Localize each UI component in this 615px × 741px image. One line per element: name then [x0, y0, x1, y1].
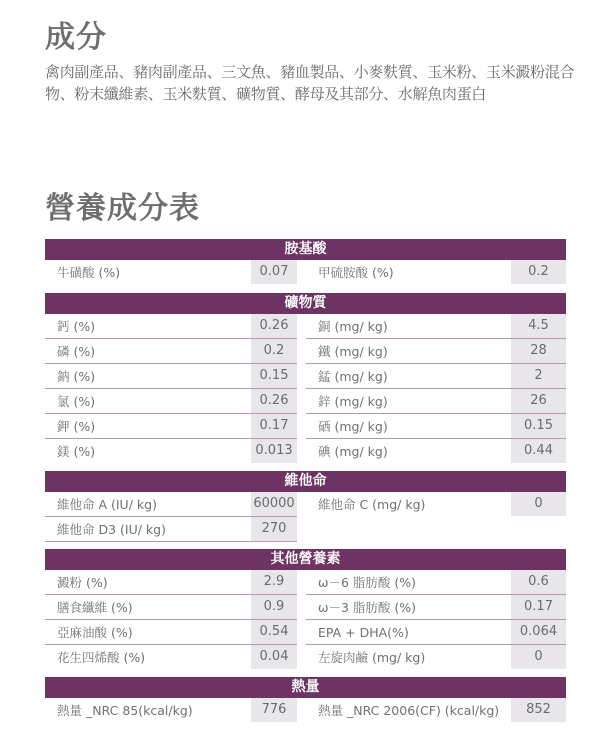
table-row [45, 414, 566, 439]
nutrient-label: 熱量 _NRC 2006(CF) (kcal/kg) [318, 703, 500, 718]
nutrient-label: 牛磺酸 (%) [57, 265, 121, 280]
nutrient-label: 熱量 _NRC 85(kcal/kg) [57, 703, 193, 718]
amino-acids-table [45, 239, 566, 285]
nutrient-value: 270 [251, 517, 297, 541]
nutrient-value: 0.26 [251, 389, 297, 413]
nutrient-label: 甲硫胺酸 (%) [318, 265, 394, 280]
nutrition-title: 營養成分表 [45, 191, 200, 226]
ingredients-title: 成分 [45, 20, 107, 55]
nutrient-value: 0.17 [511, 595, 566, 619]
other-nutrients-table [45, 549, 566, 670]
nutrient-label: 澱粉 (%) [57, 575, 108, 590]
nutrient-value: 2 [511, 364, 566, 388]
nutrient-value: 0.15 [251, 364, 297, 388]
nutrient-label: ω－3 脂肪酸 (%) [318, 600, 416, 615]
table-row [45, 517, 566, 542]
nutrient-label: 鉀 (%) [57, 419, 96, 434]
nutrient-label: 錳 (mg/ kg) [318, 369, 388, 384]
nutrient-value: 0.15 [511, 414, 566, 438]
energy-table [45, 677, 566, 723]
nutrient-value: 2.9 [251, 570, 297, 594]
nutrient-label: 鈣 (%) [57, 319, 96, 334]
table-row [45, 439, 566, 464]
section-header-minerals: 礦物質 [45, 293, 566, 314]
nutrient-value: 4.5 [511, 314, 566, 338]
nutrient-value: 60000 [251, 492, 297, 516]
nutrient-value: 0 [511, 645, 566, 669]
vitamins-table [45, 471, 566, 542]
ingredients-text: 禽肉副產品、豬肉副產品、三文魚、豬血製品、小麥麩質、玉米粉、玉米澱粉混合物、粉末纖維素、玉米麩質、礦物質、酵母及其部分、水解魚肉蛋白 [45, 63, 575, 103]
nutrient-value: 852 [511, 698, 566, 722]
nutrient-label: 花生四烯酸 (%) [57, 650, 146, 665]
table-row [45, 389, 566, 414]
section-header-vitamins: 維他命 [45, 471, 566, 492]
table-row [45, 314, 566, 339]
nutrient-value: 0.9 [251, 595, 297, 619]
minerals-table [45, 293, 566, 464]
table-row [45, 645, 566, 670]
nutrient-label: 銅 (mg/ kg) [318, 319, 388, 334]
table-row [45, 620, 566, 645]
nutrient-value: 0 [511, 492, 566, 516]
nutrient-value: 0.54 [251, 620, 297, 644]
nutrient-label: 維他命 A (IU/ kg) [57, 497, 157, 512]
nutrient-label: 維他命 C (mg/ kg) [318, 497, 426, 512]
table-row [45, 260, 566, 285]
nutrient-value: 776 [251, 698, 297, 722]
nutrient-label: 膳食纖維 (%) [57, 600, 133, 615]
nutrient-label: 磷 (%) [57, 344, 96, 359]
section-header-other-nutrients: 其他營養素 [45, 549, 566, 570]
nutrient-value: 0.013 [251, 439, 297, 463]
table-row [45, 364, 566, 389]
section-header-amino-acids: 胺基酸 [45, 239, 566, 260]
nutrient-label: 鎂 (%) [57, 444, 96, 459]
nutrient-value: 0.07 [251, 260, 297, 284]
nutrient-label: EPA + DHA(%) [318, 625, 409, 640]
row-divider [45, 541, 297, 542]
nutrient-label: 鐵 (mg/ kg) [318, 344, 388, 359]
nutrient-label: 氯 (%) [57, 394, 96, 409]
nutrient-value: 0.6 [511, 570, 566, 594]
nutrient-value: 26 [511, 389, 566, 413]
table-row [45, 339, 566, 364]
nutrient-value: 0.26 [251, 314, 297, 338]
table-row [45, 595, 566, 620]
nutrient-value: 28 [511, 339, 566, 363]
nutrient-value: 0.064 [511, 620, 566, 644]
nutrient-label: 鈉 (%) [57, 369, 96, 384]
nutrient-label: 碘 (mg/ kg) [318, 444, 388, 459]
nutrient-label: 亞麻油酸 (%) [57, 625, 133, 640]
table-row [45, 570, 566, 595]
section-header-energy: 熱量 [45, 677, 566, 698]
table-row [45, 698, 566, 723]
nutrient-label: 鋅 (mg/ kg) [318, 394, 388, 409]
nutrient-label: 左旋肉鹼 (mg/ kg) [318, 650, 426, 665]
nutrient-label: 維他命 D3 (IU/ kg) [57, 522, 166, 537]
nutrient-value: 0.04 [251, 645, 297, 669]
nutrient-value: 0.44 [511, 439, 566, 463]
nutrient-value: 0.2 [251, 339, 297, 363]
nutrient-value: 0.2 [511, 260, 566, 284]
nutrient-value: 0.17 [251, 414, 297, 438]
nutrient-label: ω－6 脂肪酸 (%) [318, 575, 416, 590]
nutrient-label: 硒 (mg/ kg) [318, 419, 388, 434]
table-row [45, 492, 566, 517]
